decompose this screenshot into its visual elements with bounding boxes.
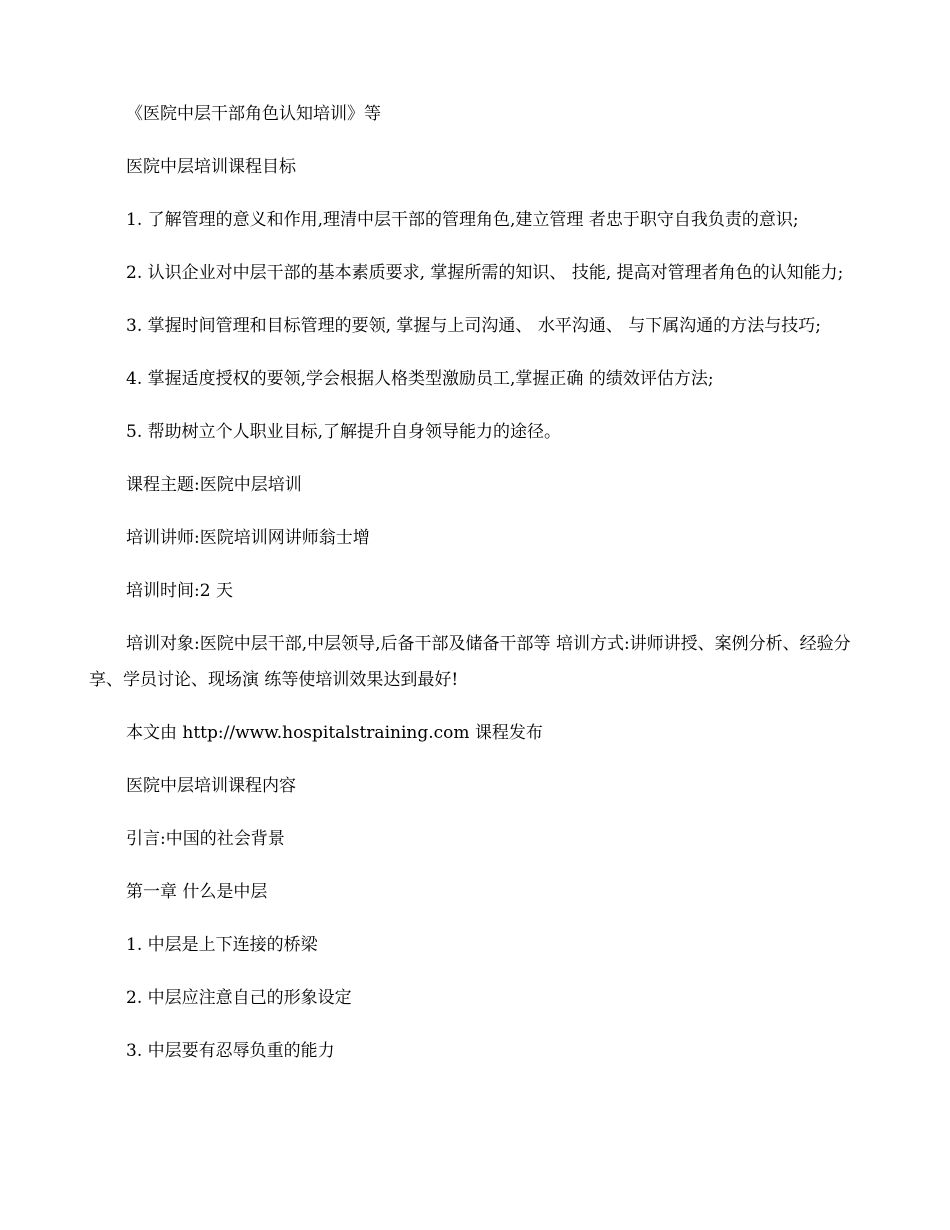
course-duration: 培训时间:2 天 bbox=[126, 581, 233, 601]
source-note: 本文由 http://www.hospitalstraining.com 课程发布 bbox=[126, 723, 543, 743]
goal-item-2: 2. 认识企业对中层干部的基本素质要求, 掌握所需的知识、 技能, 提高对管理者角色的认知能力; bbox=[126, 263, 844, 283]
course-lecturer: 培训讲师:医院培训网讲师翁士增 bbox=[126, 528, 370, 548]
goal-item-5: 5. 帮助树立个人职业目标,了解提升自身领导能力的途径。 bbox=[126, 422, 562, 442]
intro-line: 引言:中国的社会背景 bbox=[126, 829, 285, 849]
doc-title-line: 《医院中层干部角色认知培训》等 bbox=[126, 104, 381, 124]
section-heading-goals: 医院中层培训课程目标 bbox=[126, 157, 296, 177]
chapter-heading-1: 第一章 什么是中层 bbox=[126, 882, 268, 902]
course-audience-method: 培训对象:医院中层干部,中层领导,后备干部及储备干部等 培训方式:讲师讲授、案例分析、经验分享、学员讨论、现场演 练等使培训效果达到最好! bbox=[89, 634, 851, 690]
chapter-item-3: 3. 中层要有忍辱负重的能力 bbox=[126, 1041, 335, 1061]
chapter-item-2: 2. 中层应注意自己的形象设定 bbox=[126, 988, 352, 1008]
section-heading-content: 医院中层培训课程内容 bbox=[126, 776, 296, 796]
goal-item-4: 4. 掌握适度授权的要领,学会根据人格类型激励员工,掌握正确 的绩效评估方法; bbox=[126, 369, 714, 389]
course-topic: 课程主题:医院中层培训 bbox=[126, 475, 302, 495]
goal-item-1: 1. 了解管理的意义和作用,理清中层干部的管理角色,建立管理 者忠于职守自我负责的意识; bbox=[126, 210, 799, 230]
goal-item-3: 3. 掌握时间管理和目标管理的要领, 掌握与上司沟通、 水平沟通、 与下属沟通的方法与技巧; bbox=[126, 316, 821, 336]
chapter-item-1: 1. 中层是上下连接的桥梁 bbox=[126, 935, 318, 955]
